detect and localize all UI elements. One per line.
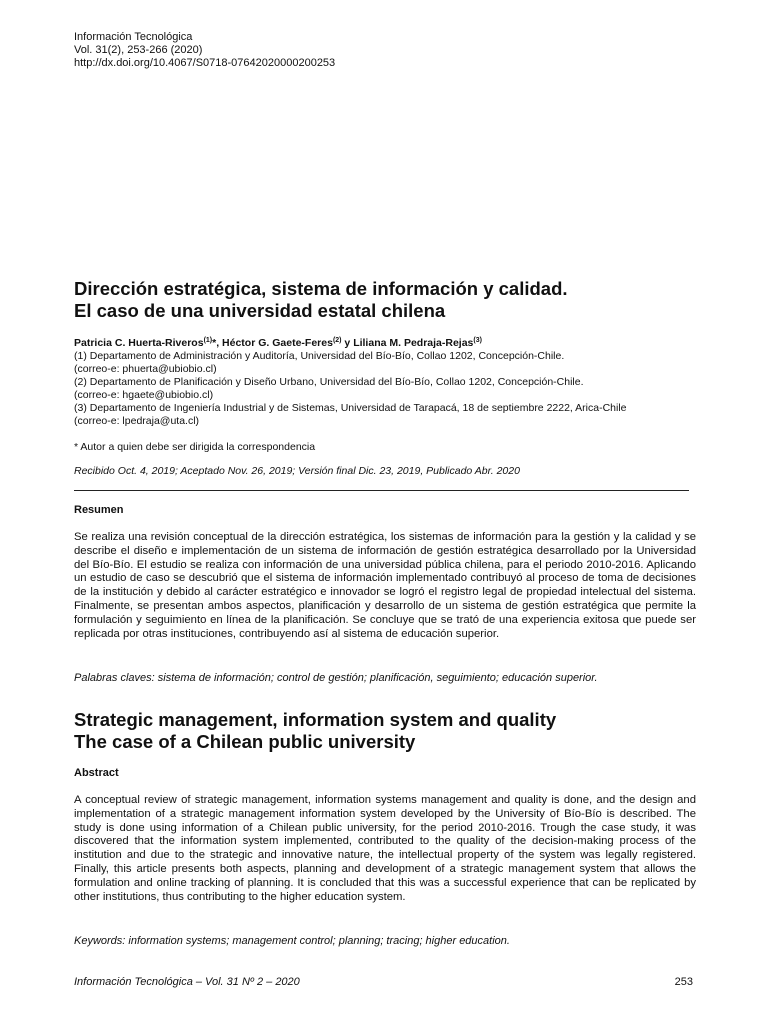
title-spanish	[74, 278, 714, 322]
author-3-affil-mark: (3)	[473, 337, 482, 344]
footer-journal: Información Tecnológica – Vol. 31 Nº 2 – 2020	[74, 976, 300, 988]
journal-doi-link[interactable]: http://dx.doi.org/10.4067/S0718-07642020000200253	[74, 57, 336, 69]
abstract-keywords: Keywords: information systems; management control; planning; tracing; higher education.	[74, 935, 510, 947]
author-3-name: Liliana M. Pedraja-Rejas	[353, 337, 474, 349]
journal-header	[74, 31, 335, 70]
affiliation-1-email: (correo-e: phuerta@ubiobio.cl)	[74, 363, 217, 375]
title-english-line-2: The case of a Chilean public university	[74, 731, 416, 752]
affiliation-3: (3) Departamento de Ingeniería Industrial y de Sistemas, Universidad de Tarapacá, 18 de septiembre 2222, Arica-Chile	[74, 402, 627, 414]
title-spanish-line-2: El caso de una universidad estatal chilena	[74, 300, 446, 321]
publication-dates: Recibido Oct. 4, 2019; Aceptado Nov. 26, 2019; Versión final Dic. 23, 2019, Publicado Abr. 2020	[74, 465, 520, 477]
correspondence-note: * Autor a quien debe ser dirigida la correspondencia	[74, 441, 316, 453]
abstract-heading: Abstract	[74, 767, 119, 779]
affiliation-3-email: (correo-e: lpedraja@uta.cl)	[74, 415, 200, 427]
author-1-corresponding-mark: *,	[212, 337, 223, 349]
author-conjunction: y	[341, 337, 354, 349]
author-2-affil-mark: (2)	[332, 337, 342, 344]
affiliation-2: (2) Departamento de Planificación y Diseño Urbano, Universidad del Bío-Bío, Collao 1202, Concepción-Chile.	[74, 376, 584, 388]
journal-volume: Vol. 31(2), 253-266 (2020)	[74, 44, 203, 56]
section-divider	[74, 490, 689, 491]
resumen-keywords: Palabras claves: sistema de información; control de gestión; planificación, seguimiento; educación superior.	[74, 672, 598, 684]
title-spanish-line-1: Dirección estratégica, sistema de información y calidad.	[74, 278, 568, 299]
resumen-heading: Resumen	[74, 504, 124, 516]
author-list	[74, 337, 482, 350]
author-1-name: Patricia C. Huerta-Riveros	[74, 337, 204, 349]
title-english-line-1: Strategic management, information system and quality	[74, 709, 557, 730]
title-english	[74, 709, 714, 753]
journal-name: Información Tecnológica	[74, 31, 193, 43]
resumen-text: Se realiza una revisión conceptual de la dirección estratégica, los sistemas de información para la gestión y la calidad y se describe el diseño e implementación de un sistema de información de gestión estratégica desarrollado por la Universidad del Bío-Bío. El estudio se realiza con información de una universidad pública chilena, para el periodo 2010-2016. Aplicando un estudio de caso se descubrió que el sistema de información implementado contribuyó al proceso de toma de decisiones de la institución y debido al carácter estratégico e innovador se logró el registro legal de propiedad intelectual del sistema. Finalmente, se presentan ambos aspectos, planificación y desarrollo de un sistema de gestión estratégica que permite la formulación y seguimiento en línea de la planificación. Se concluye que se trató de una experiencia exitosa que puede ser replicada por otras instituciones, contribuyendo así al sistema de educación superior.	[74, 531, 696, 640]
affiliation-2-email: (correo-e: hgaete@ubiobio.cl)	[74, 389, 214, 401]
author-1-affil-mark: (1)	[203, 337, 213, 344]
author-2-name: Héctor G. Gaete-Feres	[222, 337, 333, 349]
abstract-text: A conceptual review of strategic management, information systems management and quality is done, and the design and implementation of a strategic management information system developed by the University of Bío-Bío is described. The study is done using information of a Chilean public university, for the period 2010-2016. Trough the case study, it was discovered that the information system implemented, contributed to the quality of the decision-making process of the institution and due to the strategic and innovative nature, the intellectual property of the system was legally registered. Finally, this article presents both aspects, planning and development of a strategic management system that allows the formulation and online tracking of planning. It is concluded that this was a successful experience that can be replicated by other institutions, thus contributing to the higher education system.	[74, 794, 696, 903]
affiliation-1: (1) Departamento de Administración y Auditoría, Universidad del Bío-Bío, Collao 1202, Concepción-Chile.	[74, 350, 565, 362]
footer-page-number: 253	[674, 976, 693, 988]
affiliations	[74, 350, 627, 428]
